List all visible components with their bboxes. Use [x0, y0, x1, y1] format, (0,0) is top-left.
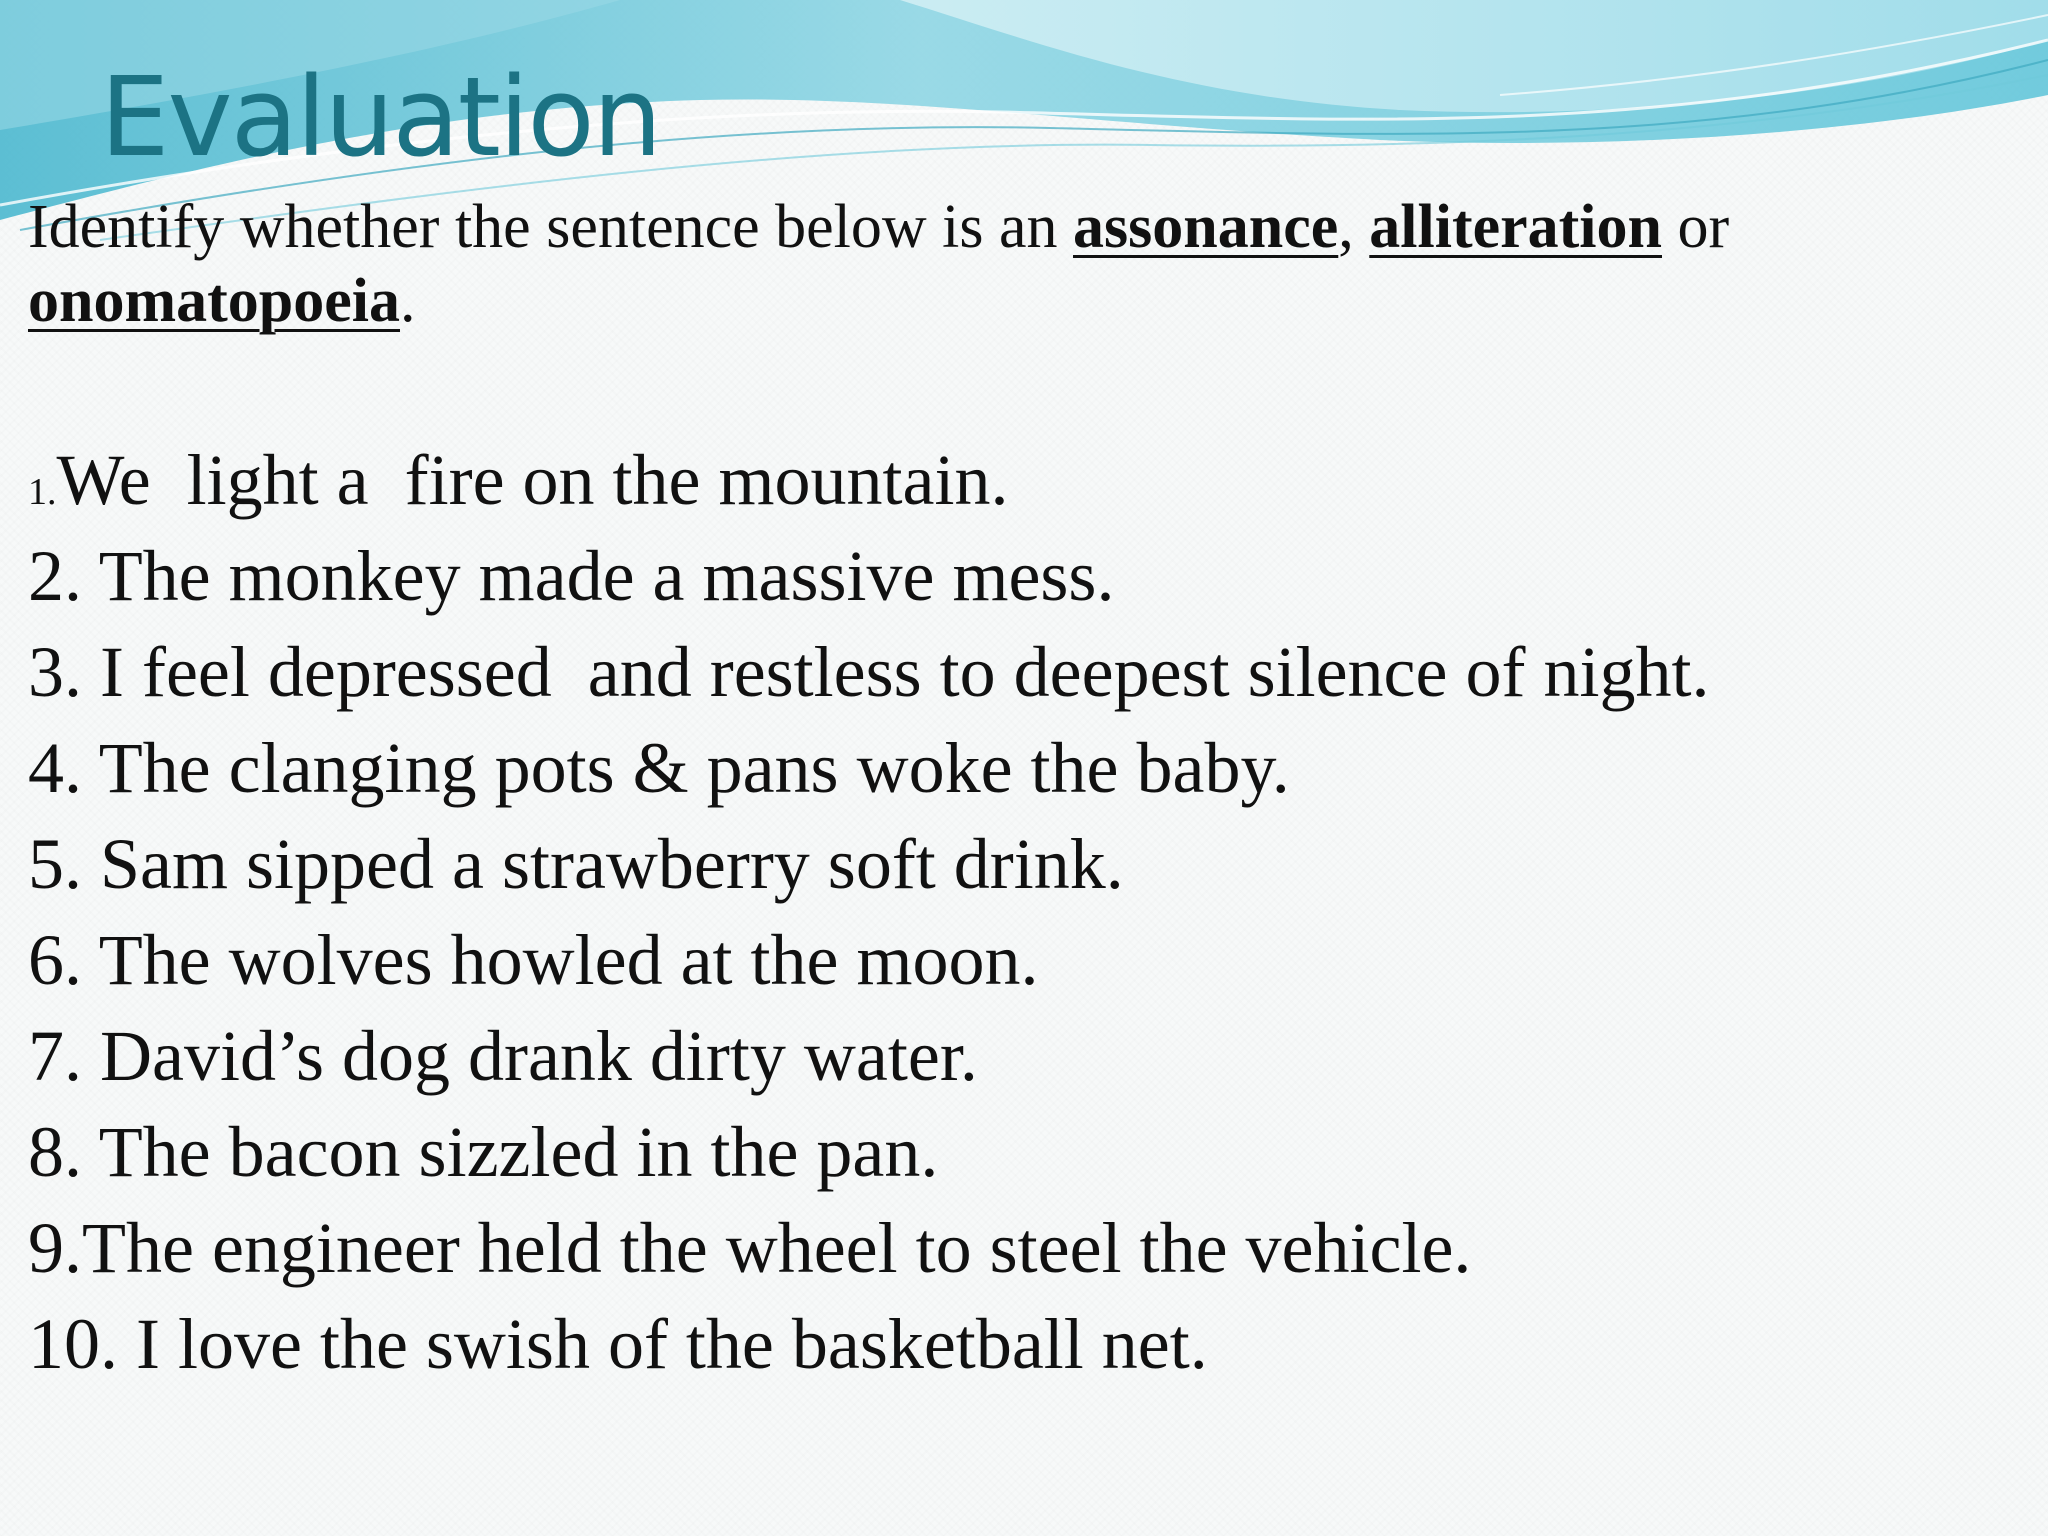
question-number: 2. [28, 536, 99, 616]
question-text: The wolves howled at the moon. [98, 920, 1039, 1000]
question-number: 6. [28, 920, 99, 1000]
question-number: 3. [28, 632, 100, 712]
slide-title: Evaluation [100, 53, 661, 181]
question-1 [28, 432, 1709, 528]
question-text: I feel depressed and restless to deepest silence of night. [100, 632, 1710, 712]
instruction-part-1: Identify whether the sentence below is an [28, 193, 1074, 261]
question-9 [28, 1200, 1709, 1296]
instruction-part-3: or [1662, 193, 1730, 261]
question-number: 1. [28, 471, 57, 513]
instruction-text [28, 190, 2018, 338]
question-text: David’s dog drank dirty water. [100, 1016, 978, 1096]
keyword-onomatopoeia: onomatopoeia [28, 267, 400, 335]
question-text: The bacon sizzled in the pan. [98, 1112, 939, 1192]
question-text: I love the swish of the basketball net. [136, 1304, 1208, 1384]
question-list [28, 432, 1709, 1392]
instruction-part-2: , [1338, 193, 1370, 261]
question-text: The monkey made a massive mess. [98, 536, 1115, 616]
keyword-alliteration: alliteration [1369, 193, 1662, 261]
question-2 [28, 528, 1709, 624]
question-number: 8. [28, 1112, 99, 1192]
question-text: The engineer held the wheel to steel the vehicle. [82, 1208, 1472, 1288]
question-text: We light a fire on the mountain. [56, 440, 1009, 520]
question-4 [28, 720, 1709, 816]
question-6 [28, 912, 1709, 1008]
question-number: 10. [28, 1304, 136, 1384]
question-number: 5. [28, 824, 100, 904]
keyword-assonance: assonance [1073, 193, 1339, 261]
question-8 [28, 1104, 1709, 1200]
question-5 [28, 816, 1709, 912]
question-10 [28, 1296, 1709, 1392]
question-number: 7. [28, 1016, 100, 1096]
question-text: The clanging pots & pans woke the baby. [98, 728, 1290, 808]
question-3 [28, 624, 1709, 720]
question-number: 9. [28, 1208, 82, 1288]
question-7 [28, 1008, 1709, 1104]
question-number: 4. [28, 728, 99, 808]
question-text: Sam sipped a strawberry soft drink. [100, 824, 1124, 904]
instruction-part-4: . [400, 267, 416, 335]
